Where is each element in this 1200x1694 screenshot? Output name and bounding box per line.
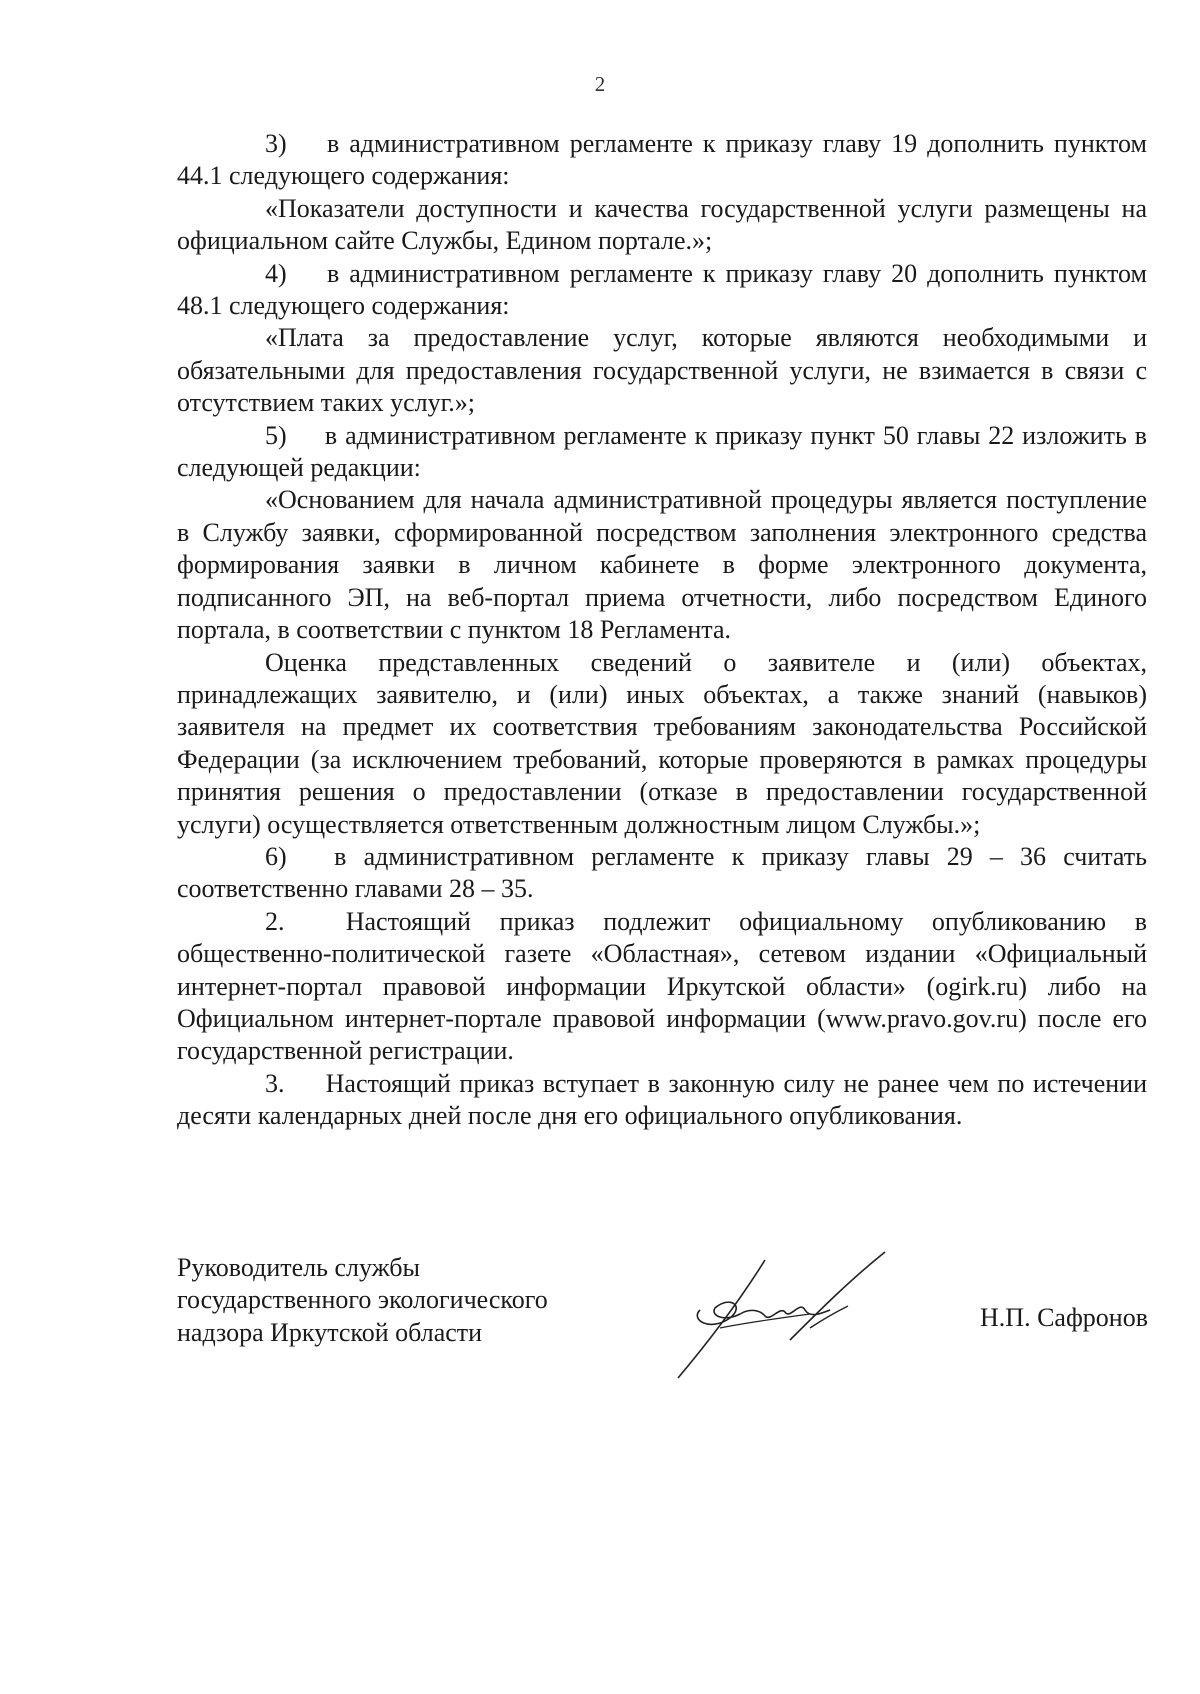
paragraph-item-5 <box>177 420 1147 485</box>
item-number: 5) <box>265 420 287 450</box>
signer-position-line: Руководитель службы <box>177 1253 420 1282</box>
paragraph-text: «Показатели доступности и качества государственной услуги размещены на официальном сайте Службы, Едином портале.»; <box>177 193 1147 256</box>
paragraph-text: в административном регламенте к приказу главу 20 дополнить пунктом 48.1 следующего содержания: <box>177 258 1148 321</box>
paragraph-quote <box>177 484 1147 646</box>
paragraph-text: Настоящий приказ вступает в законную силу не ранее чем по истечении десяти календарных дней после дня его официального опубликования. <box>177 1068 1147 1131</box>
paragraph-text: в административном регламенте к приказу пункт 50 главы 22 изложить в следующей редакции: <box>177 420 1147 483</box>
signer-position-line: государственного экологического <box>177 1285 548 1315</box>
page-number: 2 <box>594 72 606 96</box>
paragraph-text: Настоящий приказ подлежит официальному опубликованию в общественно-политической газете «Областная», сетевом издании «Официальный интернет-портал правовой информации Иркутской области» (ogirk.ru) либо на Официальном интернет-портале правовой информации (www.pravo.gov.ru) после его государственной регистрации. <box>177 906 1147 1066</box>
paragraph-clause-2 <box>177 906 1147 1068</box>
item-number: 3) <box>265 129 287 158</box>
item-number: 6) <box>265 841 287 871</box>
document-body <box>177 128 1147 1133</box>
item-number: 2. <box>265 906 285 936</box>
item-number: 4) <box>265 258 287 288</box>
paragraph-clause-3 <box>177 1068 1147 1133</box>
paragraph-text: в административном регламенте к приказу главу 19 дополнить пунктом 44.1 следующего содержания: <box>177 129 1148 191</box>
paragraph-item-6 <box>177 841 1147 906</box>
signer-position-line: надзора Иркутской области <box>177 1317 483 1347</box>
handwritten-signature <box>670 1240 930 1380</box>
signer-position <box>177 1252 548 1349</box>
paragraph-quote <box>177 193 1147 258</box>
paragraph-text: в административном регламенте к приказу главы 29 – 36 считать соответственно главами 28 – 35. <box>177 841 1147 904</box>
signer-name: Н.П. Сафронов <box>980 1303 1148 1332</box>
item-number: 3. <box>265 1068 285 1098</box>
paragraph-text: «Основанием для начала административной процедуры является поступление в Службу заявки, сформированной посредством заполнения электронного средства формирования заявки в личном кабинете в форме электронного документа, подписанного ЭП, на веб-портал приема отчетности, либо посредством Единого портала, в соответствии с пунктом 18 Регламента. <box>177 485 1147 645</box>
paragraph-quote-continued <box>177 647 1147 841</box>
paragraph-quote <box>177 322 1147 419</box>
paragraph-item-3 <box>177 128 1147 193</box>
paragraph-text: «Плата за предоставление услуг, которые являются необходимыми и обязательными для предоставления государственной услуги, не взимается в связи с отсутствием таких услуг.»; <box>177 323 1147 418</box>
paragraph-item-4 <box>177 258 1147 323</box>
paragraph-text: Оценка представленных сведений о заявителе и (или) объектах, принадлежащих заявителю, и (или) иных объектах, а также знаний (навыков) заявителя на предмет их соответствия требованиям законодательства Российской Федерации (за исключением требований, которые проверяются в рамках процедуры принятия решения о предоставлении (отказе в предоставлении государственной услуги) осуществляется ответственным должностным лицом Службы.»; <box>177 647 1147 839</box>
